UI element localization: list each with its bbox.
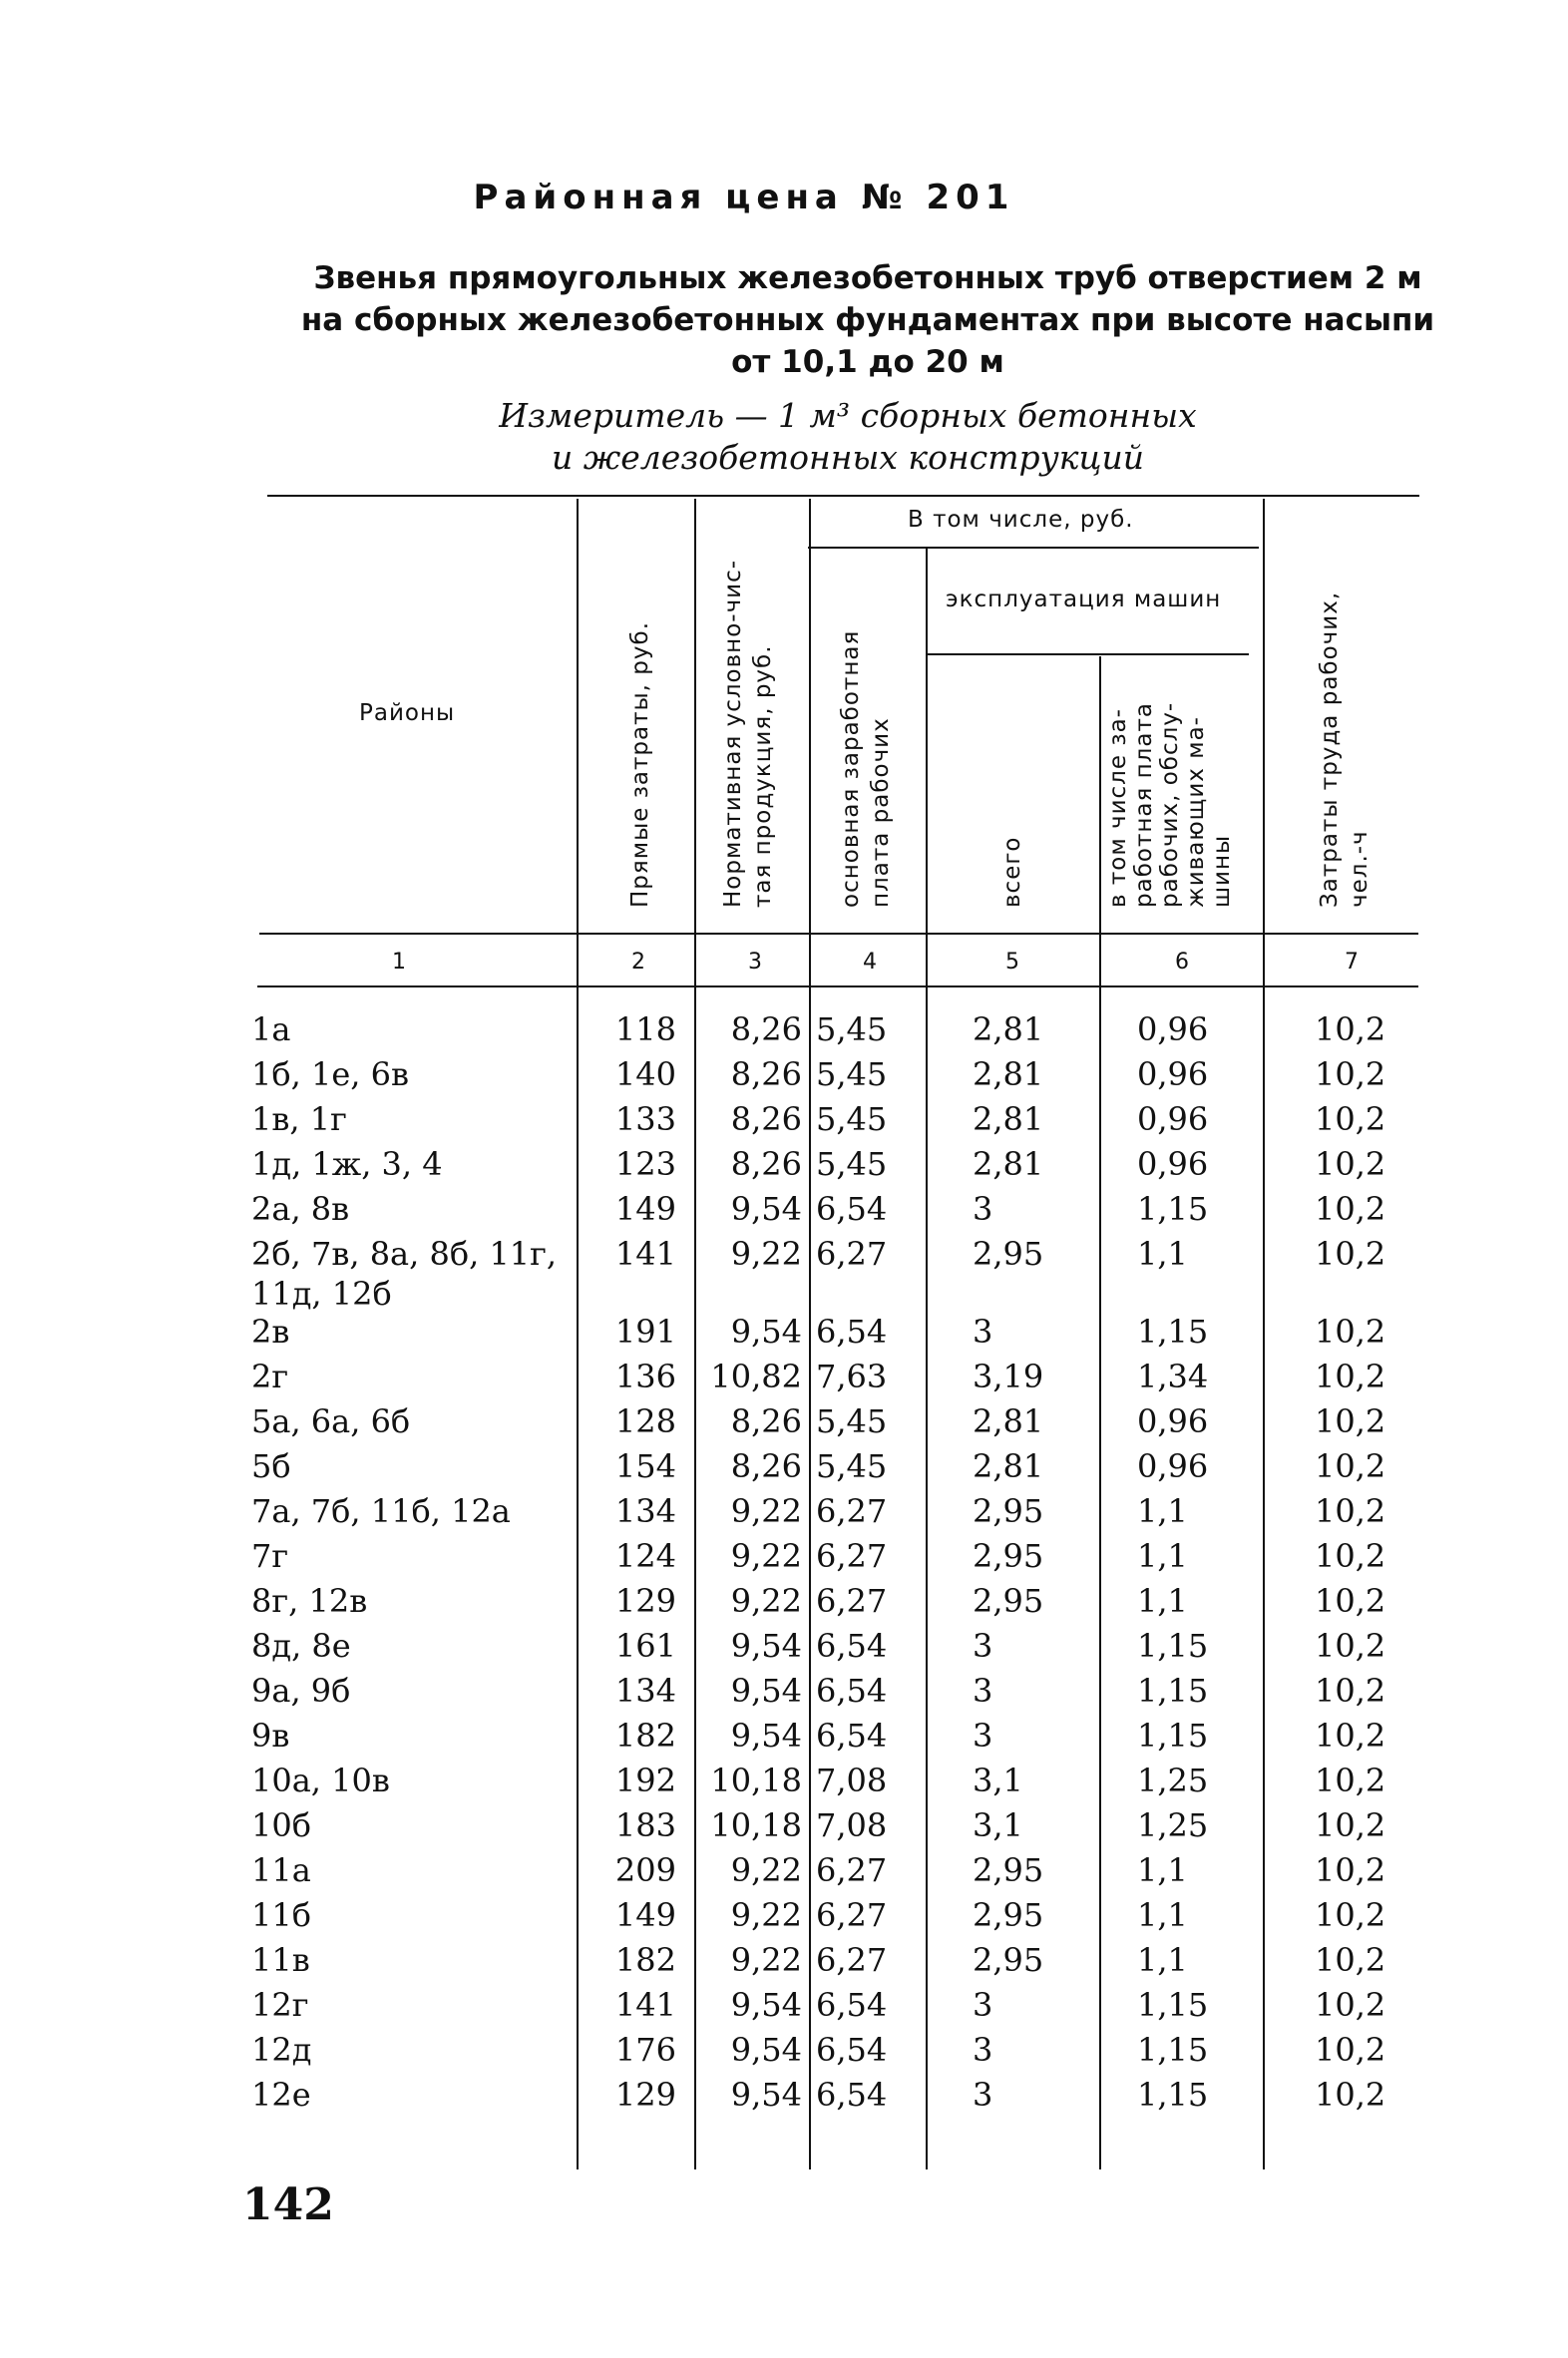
value-cell: 6,54 xyxy=(816,1313,888,1351)
value-cell: 141 xyxy=(614,1986,676,2024)
value-cell: 133 xyxy=(614,1100,676,1138)
value-cell: 2,95 xyxy=(973,1851,1044,1889)
region-cell: 10б xyxy=(251,1806,311,1844)
header-line: Затраты труда рабочих, xyxy=(1317,590,1343,908)
value-cell: 3 xyxy=(973,1190,993,1228)
value-cell: 6,27 xyxy=(816,1896,888,1934)
region-cell: 5а, 6а, 6б xyxy=(251,1402,411,1440)
value-cell: 2,95 xyxy=(973,1582,1044,1620)
value-cell: 6,27 xyxy=(816,1941,888,1979)
value-cell: 9,54 xyxy=(730,1672,802,1710)
value-cell: 9,54 xyxy=(730,1190,802,1228)
value-cell: 0,96 xyxy=(1137,1010,1209,1048)
header-total: всего xyxy=(999,836,1025,908)
value-cell: 2,81 xyxy=(973,1402,1044,1440)
header-including: В том числе, руб. xyxy=(908,507,1134,533)
region-cell: 2б, 7в, 8а, 8б, 11г, 11д, 12б xyxy=(251,1235,558,1313)
value-cell: 3 xyxy=(973,1627,993,1665)
value-cell: 10,2 xyxy=(1315,1235,1386,1273)
value-cell: 7,08 xyxy=(816,1762,888,1799)
region-cell: 1а xyxy=(251,1010,291,1048)
header-line: Нормативная условно-чис- xyxy=(720,559,746,908)
value-cell: 10,2 xyxy=(1315,1358,1386,1395)
value-cell: 1,25 xyxy=(1137,1806,1209,1844)
value-cell: 2,81 xyxy=(973,1145,1044,1183)
value-cell: 128 xyxy=(614,1402,676,1440)
region-cell: 10а, 10в xyxy=(251,1762,390,1799)
value-cell: 149 xyxy=(614,1896,676,1934)
region-cell: 8г, 12в xyxy=(251,1582,368,1620)
header-line: плата рабочих xyxy=(868,717,894,908)
value-cell: 10,2 xyxy=(1315,1627,1386,1665)
value-cell: 10,2 xyxy=(1315,1672,1386,1710)
region-cell: 11б xyxy=(251,1896,311,1934)
value-cell: 2,95 xyxy=(973,1941,1044,1979)
region-cell: 2г xyxy=(251,1358,289,1395)
value-cell: 10,2 xyxy=(1315,1896,1386,1934)
value-cell: 140 xyxy=(614,1055,676,1093)
measure-line: Измеритель — 1 м³ сборных бетонных xyxy=(499,396,1197,435)
value-cell: 9,22 xyxy=(730,1851,802,1889)
column-number: 5 xyxy=(1005,950,1019,975)
region-cell: 1б, 1е, 6в xyxy=(251,1055,409,1093)
value-cell: 161 xyxy=(614,1627,676,1665)
value-cell: 0,96 xyxy=(1137,1447,1209,1485)
value-cell: 183 xyxy=(614,1806,676,1844)
value-cell: 2,81 xyxy=(973,1100,1044,1138)
region-cell: 5б xyxy=(251,1447,291,1485)
value-cell: 10,2 xyxy=(1315,1100,1386,1138)
value-cell: 9,22 xyxy=(730,1582,802,1620)
value-cell: 3 xyxy=(973,2031,993,2069)
value-cell: 136 xyxy=(614,1358,676,1395)
page-number: 142 xyxy=(242,2179,334,2230)
header-machines: эксплуатация машин xyxy=(946,587,1222,612)
value-cell: 2,95 xyxy=(973,1537,1044,1575)
value-cell: 8,26 xyxy=(730,1100,802,1138)
value-cell: 1,1 xyxy=(1137,1941,1188,1979)
column-divider xyxy=(926,549,928,2169)
value-cell: 154 xyxy=(614,1447,676,1485)
value-cell: 10,2 xyxy=(1315,1806,1386,1844)
value-cell: 10,2 xyxy=(1315,1055,1386,1093)
page-title: Районная цена № 201 xyxy=(473,178,1015,217)
value-cell: 134 xyxy=(614,1672,676,1710)
value-cell: 6,54 xyxy=(816,1986,888,2024)
value-cell: 10,2 xyxy=(1315,1986,1386,2024)
region-cell: 12е xyxy=(251,2076,311,2114)
column-divider xyxy=(694,499,696,2169)
region-cell: 12г xyxy=(251,1986,309,2024)
value-cell: 8,26 xyxy=(730,1055,802,1093)
value-cell: 3,1 xyxy=(973,1762,1023,1799)
value-cell: 1,15 xyxy=(1137,1672,1209,1710)
value-cell: 9,22 xyxy=(730,1492,802,1530)
value-cell: 6,27 xyxy=(816,1582,888,1620)
value-cell: 1,15 xyxy=(1137,1717,1209,1755)
value-cell: 10,2 xyxy=(1315,1762,1386,1799)
value-cell: 3,19 xyxy=(973,1358,1044,1395)
value-cell: 10,82 xyxy=(710,1358,802,1395)
column-number: 6 xyxy=(1175,950,1189,975)
value-cell: 6,27 xyxy=(816,1851,888,1889)
value-cell: 2,81 xyxy=(973,1447,1044,1485)
value-cell: 5,45 xyxy=(816,1447,888,1485)
column-divider xyxy=(1263,499,1265,2169)
value-cell: 209 xyxy=(614,1851,676,1889)
value-cell: 1,15 xyxy=(1137,1986,1209,2024)
header-regions: Районы xyxy=(359,700,456,726)
value-cell: 1,15 xyxy=(1137,1313,1209,1351)
region-cell: 2а, 8в xyxy=(251,1190,350,1228)
header-line: чел.-ч xyxy=(1347,830,1372,908)
value-cell: 129 xyxy=(614,1582,676,1620)
value-cell: 6,27 xyxy=(816,1492,888,1530)
value-cell: 10,2 xyxy=(1315,1492,1386,1530)
value-cell: 5,45 xyxy=(816,1010,888,1048)
value-cell: 10,2 xyxy=(1315,2076,1386,2114)
value-cell: 191 xyxy=(614,1313,676,1351)
value-cell: 8,26 xyxy=(730,1010,802,1048)
column-number: 1 xyxy=(392,950,406,975)
column-number: 7 xyxy=(1345,950,1359,975)
value-cell: 6,54 xyxy=(816,1717,888,1755)
value-cell: 141 xyxy=(614,1235,676,1273)
region-cell: 7г xyxy=(251,1537,289,1575)
value-cell: 8,26 xyxy=(730,1145,802,1183)
value-cell: 6,27 xyxy=(816,1537,888,1575)
header-line: работная плата xyxy=(1131,702,1157,908)
region-cell: 12д xyxy=(251,2031,312,2069)
value-cell: 3 xyxy=(973,1986,993,2024)
value-cell: 5,45 xyxy=(816,1100,888,1138)
header-line: основная заработная xyxy=(838,629,864,908)
value-cell: 1,25 xyxy=(1137,1762,1209,1799)
header-incl-wage xyxy=(1105,702,1235,908)
value-cell: 5,45 xyxy=(816,1402,888,1440)
header-line: рабочих, обслу- xyxy=(1157,701,1183,908)
value-cell: 1,15 xyxy=(1137,1190,1209,1228)
value-cell: 182 xyxy=(614,1717,676,1755)
header-direct-costs: Прямые затраты, руб. xyxy=(627,620,653,908)
value-cell: 2,81 xyxy=(973,1010,1044,1048)
table-subtitle xyxy=(299,257,1436,383)
value-cell: 9,22 xyxy=(730,1235,802,1273)
including-rule xyxy=(808,547,1259,549)
value-cell: 134 xyxy=(614,1492,676,1530)
value-cell: 3 xyxy=(973,1672,993,1710)
value-cell: 2,95 xyxy=(973,1492,1044,1530)
column-divider xyxy=(809,499,811,2169)
value-cell: 9,54 xyxy=(730,2076,802,2114)
column-number: 3 xyxy=(748,950,762,975)
value-cell: 6,54 xyxy=(816,1672,888,1710)
value-cell: 9,22 xyxy=(730,1537,802,1575)
value-cell: 192 xyxy=(614,1762,676,1799)
value-cell: 2,81 xyxy=(973,1055,1044,1093)
value-cell: 1,1 xyxy=(1137,1896,1188,1934)
value-cell: 9,22 xyxy=(730,1941,802,1979)
value-cell: 3 xyxy=(973,1313,993,1351)
value-cell: 7,08 xyxy=(816,1806,888,1844)
header-bottom-rule xyxy=(259,933,1418,935)
region-cell: 1д, 1ж, 3, 4 xyxy=(251,1145,443,1183)
region-cell: 8д, 8е xyxy=(251,1627,351,1665)
value-cell: 1,1 xyxy=(1137,1492,1188,1530)
value-cell: 1,15 xyxy=(1137,1627,1209,1665)
column-divider xyxy=(1099,656,1101,2169)
value-cell: 10,2 xyxy=(1315,1582,1386,1620)
header-line: шины xyxy=(1209,834,1235,908)
region-cell: 7а, 7б, 11б, 12а xyxy=(251,1492,511,1530)
value-cell: 1,1 xyxy=(1137,1582,1188,1620)
subtitle-line: на сборных железобетонных фундаментах при высоте насыпи xyxy=(300,302,1435,338)
value-cell: 176 xyxy=(614,2031,676,2069)
value-cell: 0,96 xyxy=(1137,1100,1209,1138)
region-cell: 11а xyxy=(251,1851,311,1889)
subtitle-line: Звенья прямоугольных железобетонных труб отверстием 2 м xyxy=(313,260,1422,296)
value-cell: 10,2 xyxy=(1315,1537,1386,1575)
value-cell: 1,34 xyxy=(1137,1358,1209,1395)
value-cell: 9,54 xyxy=(730,1717,802,1755)
value-cell: 8,26 xyxy=(730,1402,802,1440)
value-cell: 182 xyxy=(614,1941,676,1979)
region-cell: 11в xyxy=(251,1941,310,1979)
value-cell: 149 xyxy=(614,1190,676,1228)
column-number-rule xyxy=(257,985,1418,987)
value-cell: 1,1 xyxy=(1137,1851,1188,1889)
value-cell: 6,54 xyxy=(816,2076,888,2114)
value-cell: 10,2 xyxy=(1315,1402,1386,1440)
value-cell: 9,22 xyxy=(730,1896,802,1934)
value-cell: 8,26 xyxy=(730,1447,802,1485)
value-cell: 1,15 xyxy=(1137,2076,1209,2114)
value-cell: 1,15 xyxy=(1137,2031,1209,2069)
value-cell: 0,96 xyxy=(1137,1055,1209,1093)
value-cell: 10,2 xyxy=(1315,1447,1386,1485)
value-cell: 10,2 xyxy=(1315,2031,1386,2069)
region-cell: 1в, 1г xyxy=(251,1100,347,1138)
column-number: 4 xyxy=(863,950,877,975)
value-cell: 1,1 xyxy=(1137,1235,1188,1273)
value-cell: 6,54 xyxy=(816,1190,888,1228)
region-cell: 9а, 9б xyxy=(251,1672,351,1710)
value-cell: 9,54 xyxy=(730,1313,802,1351)
value-cell: 3 xyxy=(973,1717,993,1755)
value-cell: 0,96 xyxy=(1137,1145,1209,1183)
value-cell: 10,18 xyxy=(710,1806,802,1844)
value-cell: 0,96 xyxy=(1137,1402,1209,1440)
value-cell: 10,2 xyxy=(1315,1010,1386,1048)
value-cell: 2,95 xyxy=(973,1896,1044,1934)
value-cell: 118 xyxy=(614,1010,676,1048)
machines-rule xyxy=(928,653,1249,655)
value-cell: 10,2 xyxy=(1315,1717,1386,1755)
column-divider xyxy=(577,499,579,2169)
value-cell: 9,54 xyxy=(730,1627,802,1665)
value-cell: 6,27 xyxy=(816,1235,888,1273)
header-line: в том числе за- xyxy=(1105,708,1131,908)
measure-line: и железобетонных конструкций xyxy=(551,438,1145,477)
value-cell: 123 xyxy=(614,1145,676,1183)
value-cell: 1,1 xyxy=(1137,1537,1188,1575)
value-cell: 3,1 xyxy=(973,1806,1023,1844)
value-cell: 124 xyxy=(614,1537,676,1575)
value-cell: 9,54 xyxy=(730,2031,802,2069)
value-cell: 6,54 xyxy=(816,2031,888,2069)
header-labor xyxy=(1315,591,1374,908)
region-cell: 9в xyxy=(251,1717,290,1755)
header-line: тая продукция, руб. xyxy=(750,644,776,908)
value-cell: 2,95 xyxy=(973,1235,1044,1273)
region-cell: 2в xyxy=(251,1313,290,1351)
value-cell: 6,54 xyxy=(816,1627,888,1665)
value-cell: 5,45 xyxy=(816,1055,888,1093)
header-normative xyxy=(718,560,778,908)
subtitle-line: от 10,1 до 20 м xyxy=(731,344,1004,380)
measure-unit xyxy=(399,395,1297,479)
value-cell: 7,63 xyxy=(816,1358,888,1395)
value-cell: 10,18 xyxy=(710,1762,802,1799)
header-base-wage xyxy=(836,630,896,908)
value-cell: 9,54 xyxy=(730,1986,802,2024)
value-cell: 10,2 xyxy=(1315,1851,1386,1889)
column-number: 2 xyxy=(631,950,645,975)
value-cell: 129 xyxy=(614,2076,676,2114)
value-cell: 10,2 xyxy=(1315,1190,1386,1228)
value-cell: 5,45 xyxy=(816,1145,888,1183)
value-cell: 10,2 xyxy=(1315,1941,1386,1979)
header-line: живающих ма- xyxy=(1183,716,1209,908)
value-cell: 10,2 xyxy=(1315,1145,1386,1183)
value-cell: 3 xyxy=(973,2076,993,2114)
value-cell: 10,2 xyxy=(1315,1313,1386,1351)
table-top-rule xyxy=(267,495,1419,497)
